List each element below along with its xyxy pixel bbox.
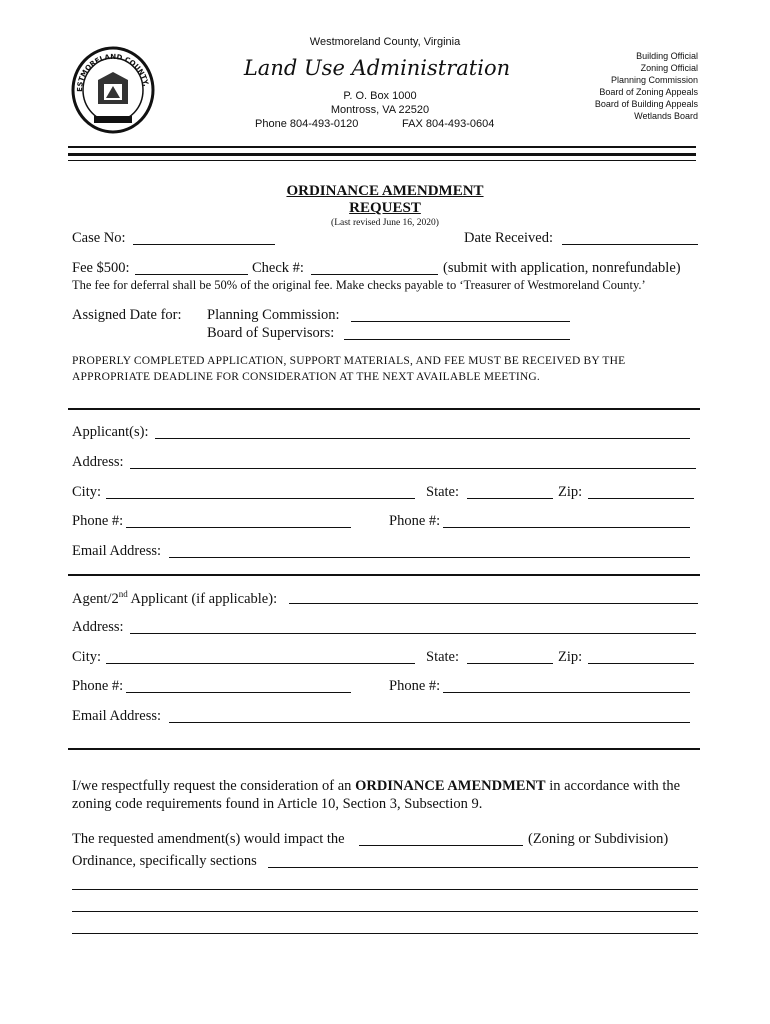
section-divider (68, 408, 700, 410)
agent-zip-label: Zip: (558, 649, 583, 665)
sections-label: Ordinance, specifically sections (72, 853, 257, 869)
address-field[interactable] (130, 468, 696, 469)
deadline-notice-line2: APPROPRIATE DEADLINE FOR CONSIDERATION AT THE NEXT AVAILABLE MEETING. (72, 371, 540, 383)
deferral-note: The fee for deferral shall be 50% of the original fee. Make checks payable to ‘Treasurer of Westmoreland County.’ (72, 278, 646, 292)
agent-city-field[interactable] (106, 663, 415, 664)
agent-field[interactable] (289, 603, 698, 604)
board-supervisors-date-field[interactable] (344, 339, 570, 340)
sections-field-line[interactable] (72, 911, 698, 912)
office-title: Land Use Administration (243, 56, 511, 80)
request-bold-text: ORDINANCE AMENDMENT (355, 778, 546, 794)
agent-email-label: Email Address: (72, 708, 162, 724)
phone-label: Phone #: (72, 513, 124, 529)
form-title: ORDINANCE AMENDMENT (286, 183, 484, 199)
check-label: Check #: (252, 260, 304, 276)
phone-2-label: Phone #: (389, 513, 441, 529)
city-state-zip: Montross, VA 22520 (330, 104, 430, 116)
agent-label-text-rest: Applicant (if applicable): (127, 590, 278, 607)
header-rule (68, 153, 696, 156)
board-item: Planning Commission (610, 75, 698, 85)
board-item: Board of Zoning Appeals (599, 87, 698, 97)
applicant-label: Applicant(s): (72, 424, 149, 440)
email-label: Email Address: (72, 543, 162, 559)
agent-label (72, 589, 277, 608)
boards-list (595, 50, 698, 122)
date-received-field[interactable] (562, 244, 698, 245)
fax-number: FAX 804-493-0604 (402, 118, 495, 130)
fee-field[interactable] (135, 274, 248, 275)
agent-label-sup: nd (118, 589, 128, 599)
phone-number: Phone 804-493-0120 (255, 118, 359, 130)
agent-phone-field[interactable] (126, 692, 351, 693)
section-divider (68, 748, 700, 750)
phone-field[interactable] (126, 527, 351, 528)
state-field[interactable] (467, 498, 553, 499)
submit-note: (submit with application, nonrefundable) (443, 260, 681, 276)
phone-2-field[interactable] (443, 527, 690, 528)
email-field[interactable] (169, 557, 690, 558)
board-item: Board of Building Appeals (594, 99, 698, 109)
agent-city-label: City: (72, 649, 102, 665)
fee-label: Fee $500: (72, 260, 130, 276)
date-received-label: Date Received: (464, 230, 553, 246)
sections-field-line[interactable] (72, 933, 698, 934)
board-item: Building Official (636, 51, 698, 61)
planning-commission-label: Planning Commission: (207, 307, 340, 323)
board-item: Wetlands Board (634, 111, 698, 121)
agent-address-label: Address: (72, 619, 124, 635)
request-text-end: in accordance with the (545, 778, 681, 794)
agent-phone-2-label: Phone #: (389, 678, 441, 694)
impact-note: (Zoning or Subdivision) (528, 831, 669, 847)
section-divider (68, 574, 700, 576)
header-rule (68, 146, 696, 148)
planning-commission-date-field[interactable] (351, 321, 570, 322)
agent-state-field[interactable] (467, 663, 553, 664)
agent-address-field[interactable] (130, 633, 696, 634)
form-title-line2: REQUEST (349, 200, 421, 216)
impact-label: The requested amendment(s) would impact the (72, 831, 345, 847)
case-no-field[interactable] (133, 244, 275, 245)
county-name: Westmoreland County, Virginia (309, 36, 461, 48)
agent-phone-2-field[interactable] (443, 692, 690, 693)
assigned-date-label: Assigned Date for: (72, 307, 182, 323)
ordinance-type-field[interactable] (359, 845, 523, 846)
state-label: State: (426, 484, 460, 500)
agent-email-field[interactable] (169, 722, 690, 723)
sections-field-line[interactable] (72, 889, 698, 890)
request-text: I/we respectfully request the consideration of an (72, 778, 356, 794)
agent-phone-label: Phone #: (72, 678, 124, 694)
agent-label-text: Agent/2 (72, 590, 119, 607)
city-field[interactable] (106, 498, 415, 499)
po-box: P. O. Box 1000 (343, 90, 417, 102)
address-label: Address: (72, 454, 124, 470)
agent-zip-field[interactable] (588, 663, 694, 664)
check-number-field[interactable] (311, 274, 438, 275)
city-label: City: (72, 484, 102, 500)
request-paragraph (72, 778, 680, 795)
case-no-label: Case No: (72, 230, 126, 246)
request-paragraph-line2: zoning code requirements found in Article 10, Section 3, Subsection 9. (72, 796, 483, 812)
agent-state-label: State: (426, 649, 460, 665)
board-supervisors-label: Board of Supervisors: (207, 325, 335, 341)
applicant-field[interactable] (155, 438, 690, 439)
zip-label: Zip: (558, 484, 583, 500)
zip-field[interactable] (588, 498, 694, 499)
sections-field[interactable] (268, 867, 698, 868)
seal-text: ESTMORELAND COUNTY, (75, 52, 150, 92)
revision-date: (Last revised June 16, 2020) (331, 218, 439, 228)
board-item: Zoning Official (640, 63, 698, 73)
header-rule (68, 160, 696, 161)
deadline-notice: PROPERLY COMPLETED APPLICATION, SUPPORT MATERIALS, AND FEE MUST BE RECEIVED BY THE (72, 355, 626, 367)
